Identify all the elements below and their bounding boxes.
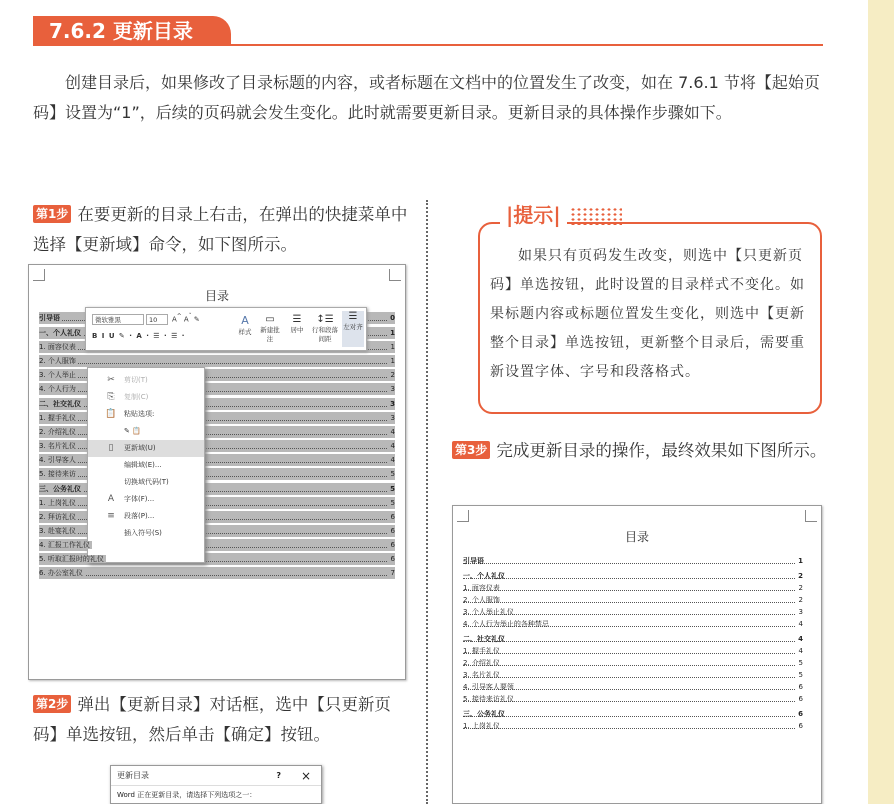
toc-heading: 目录 bbox=[624, 530, 649, 544]
toc-page-number: 1 bbox=[390, 329, 395, 337]
context-menu-item[interactable] bbox=[88, 389, 204, 406]
step-3 bbox=[452, 436, 830, 466]
menu-item-icon: ▯ bbox=[108, 443, 114, 453]
toc-entry-text: 1. 面容仪表 bbox=[463, 584, 500, 592]
menu-item-label: ✎ 📋 bbox=[124, 427, 141, 435]
step-3-text: 完成更新目录的操作，最终效果如下图所示。 bbox=[496, 441, 827, 460]
toc-page-number: 5 bbox=[798, 671, 803, 679]
new-comment-button[interactable]: ▭ 新建批注 bbox=[258, 314, 282, 343]
left-align-icon: ☰ bbox=[348, 311, 358, 322]
toc-page-number: 3 bbox=[390, 414, 395, 422]
toc-list-after bbox=[463, 552, 803, 732]
toc-page-number: 3 bbox=[390, 400, 395, 408]
toc-leader-dots bbox=[463, 677, 795, 678]
toc-page-number: 4 bbox=[798, 620, 803, 628]
toc-page-number: 2 bbox=[390, 371, 395, 379]
step-3-badge: 第3步 bbox=[452, 441, 490, 459]
toc-entry[interactable] bbox=[463, 606, 803, 618]
section-title: 7.6.2 更新目录 bbox=[33, 16, 231, 46]
tip-box bbox=[474, 200, 826, 414]
toc-page-number: 6 bbox=[390, 513, 395, 521]
toc-entry-text: 2. 介绍礼仪 bbox=[39, 428, 76, 436]
toc-page-number: 4 bbox=[390, 442, 395, 450]
context-menu-item[interactable] bbox=[88, 491, 204, 508]
toc-page-number: 6 bbox=[798, 683, 803, 691]
center-button[interactable]: ☰ 居中 bbox=[286, 314, 308, 334]
menu-item-label: 剪切(T) bbox=[124, 376, 148, 384]
toc-entry-text: 引导语 bbox=[463, 557, 484, 565]
toc-leader-dots bbox=[463, 563, 795, 564]
menu-item-label: 编辑域(E)... bbox=[124, 461, 162, 469]
styles-icon: A bbox=[241, 314, 249, 327]
update-toc-dialog bbox=[110, 765, 322, 804]
dialog-title: 更新目录 bbox=[117, 771, 149, 780]
comment-icon: ▭ bbox=[265, 314, 275, 325]
menu-item-icon: A bbox=[107, 494, 115, 504]
center-align-icon: ☰ bbox=[292, 314, 302, 325]
toc-entry[interactable] bbox=[463, 720, 803, 732]
toc-leader-dots bbox=[463, 578, 795, 579]
toc-page-number: 4 bbox=[390, 456, 395, 464]
menu-item-icon: ≡ bbox=[107, 511, 115, 521]
toc-entry[interactable] bbox=[463, 618, 803, 630]
toc-page-number: 2 bbox=[798, 596, 803, 604]
toc-page-number: 2 bbox=[798, 572, 803, 580]
toc-leader-dots bbox=[463, 728, 795, 729]
toc-entry[interactable] bbox=[463, 570, 803, 582]
font-grow-shrink-icon[interactable]: A^ $A^ˇ$ ✎ bbox=[172, 314, 200, 324]
close-button[interactable]: × bbox=[300, 769, 311, 783]
doc-screenshot-before bbox=[28, 264, 406, 680]
context-menu-item[interactable] bbox=[88, 457, 204, 474]
toc-entry-text: 4. 引导客人 bbox=[39, 456, 76, 464]
toc-entry[interactable] bbox=[463, 555, 803, 567]
dialog-titlebar bbox=[111, 766, 321, 786]
font-size-box[interactable]: 10 bbox=[146, 314, 168, 325]
menu-item-label: 复制(C) bbox=[124, 393, 149, 401]
step-1-text: 在要更新的目录上右击，在弹出的快捷菜单中选择【更新域】命令，如下图所示。 bbox=[33, 205, 408, 254]
context-menu-item[interactable] bbox=[88, 474, 204, 491]
menu-item-label: 更新域(U) bbox=[124, 444, 156, 452]
tip-dots-decoration bbox=[570, 207, 622, 225]
section-header bbox=[33, 16, 823, 46]
line-spacing-button[interactable]: ↕☰ 行和段落间距 bbox=[312, 314, 338, 343]
toc-page-number: 5 bbox=[798, 659, 803, 667]
toc-page-number: 2 bbox=[798, 584, 803, 592]
step-2-badge: 第2步 bbox=[33, 695, 71, 713]
toc-entry-text: 5. 听取汇报时的礼仪 bbox=[39, 555, 104, 563]
step-1 bbox=[33, 200, 411, 260]
toc-entry-text: 3. 赴宴礼仪 bbox=[39, 527, 76, 535]
toc-page-number: 7 bbox=[390, 569, 395, 577]
context-menu-item[interactable] bbox=[88, 440, 204, 457]
menu-item-label: 插入符号(S) bbox=[124, 529, 162, 537]
toc-entry-text: 3. 名片礼仪 bbox=[39, 442, 76, 450]
context-menu-item[interactable] bbox=[88, 525, 204, 542]
toc-entry[interactable] bbox=[463, 645, 803, 657]
toc-entry-text: 4. 引导客人要领 bbox=[463, 683, 514, 691]
mini-toolbar bbox=[85, 307, 367, 351]
page-corner-mark bbox=[389, 269, 401, 281]
toc-entry-text: 1. 握手礼仪 bbox=[463, 647, 500, 655]
toc-entry[interactable] bbox=[39, 355, 395, 367]
step-1-badge: 第1步 bbox=[33, 205, 71, 223]
toc-entry[interactable] bbox=[463, 681, 803, 693]
menu-item-label: 字体(F)... bbox=[124, 495, 155, 503]
toc-entry-text: 二、社交礼仪 bbox=[463, 635, 505, 643]
page-corner-mark bbox=[805, 510, 817, 522]
toc-entry-text: 一、个人礼仪 bbox=[463, 572, 505, 580]
toc-page-number: 1 bbox=[390, 357, 395, 365]
toc-page-number: 4 bbox=[798, 635, 803, 643]
toc-page-number: 5 bbox=[390, 499, 395, 507]
toc-entry-text: 三、公务礼仪 bbox=[39, 485, 81, 493]
toc-entry-text: 二、社交礼仪 bbox=[39, 400, 81, 408]
toc-entry-text: 1. 面容仪表 bbox=[39, 343, 76, 351]
help-button[interactable]: ? bbox=[276, 771, 281, 780]
menu-item-icon: ⎘ bbox=[107, 392, 115, 402]
toc-page-number: 3 bbox=[390, 385, 395, 393]
page-corner-mark bbox=[33, 269, 45, 281]
left-align-button[interactable]: ☰ 左对齐 bbox=[342, 311, 364, 347]
toc-entry-text: 1. 上岗礼仪 bbox=[39, 499, 76, 507]
intro-paragraph: 创建目录后，如果修改了目录标题的内容，或者标题在文档中的位置发生了改变，如在 7.6.1 节将【起始页码】设置为“1”，后续的页码就会发生变化。此时就需要更新目录。更新目录的具体操作步骤如下。 bbox=[33, 73, 820, 122]
toc-leader-dots bbox=[463, 602, 795, 603]
toc-entry-text: 4. 汇报工作礼仪 bbox=[39, 541, 90, 549]
styles-button[interactable]: A 样式 bbox=[234, 314, 256, 336]
menu-item-label: 段落(P)... bbox=[124, 512, 155, 520]
toc-leader-dots bbox=[463, 653, 795, 654]
context-menu bbox=[87, 367, 205, 563]
toc-entry[interactable] bbox=[39, 553, 395, 565]
tip-text: 如果只有页码发生改变，则选中【只更新页码】单选按钮，此时设置的目录样式不变化。如果标题内容或标题位置发生变化，则选中【更新整个目录】单选按钮，更新整个目录后，需要重新设置字体、字号和段落格式。 bbox=[490, 248, 805, 380]
toc-entry-text: 3. 个人举止礼仪 bbox=[463, 608, 514, 616]
toc-page-number: 3 bbox=[798, 608, 803, 616]
context-menu-item[interactable] bbox=[88, 508, 204, 525]
step-2 bbox=[33, 690, 411, 750]
toc-entry-text: 三、公务礼仪 bbox=[463, 710, 505, 718]
toc-page-number: 0 bbox=[390, 314, 395, 322]
page-corner-mark bbox=[457, 510, 469, 522]
toc-page-number: 1 bbox=[798, 557, 803, 565]
toc-page-number: 5 bbox=[390, 470, 395, 478]
toc-heading: 目录 bbox=[204, 289, 229, 303]
toc-leader-dots bbox=[463, 716, 795, 717]
toc-leader-dots bbox=[463, 590, 795, 591]
doc-screenshot-after bbox=[452, 505, 822, 804]
line-spacing-icon: ↕☰ bbox=[316, 314, 334, 325]
toc-page-number: 1 bbox=[390, 343, 395, 351]
toc-entry-text: 1. 上岗礼仪 bbox=[463, 722, 500, 730]
toc-page-number: 4 bbox=[390, 428, 395, 436]
toc-leader-dots bbox=[39, 363, 387, 364]
toc-entry[interactable] bbox=[463, 693, 803, 705]
toc-page-number: 6 bbox=[390, 527, 395, 535]
menu-item-label: 粘贴选项: bbox=[124, 410, 155, 418]
toc-entry-text: 一、个人礼仪 bbox=[39, 329, 81, 337]
dialog-message: Word 正在更新目录，请选择下列选项之一： bbox=[117, 791, 257, 799]
toc-entry-text: 3. 个人举止 bbox=[39, 371, 76, 379]
toc-page-number: 4 bbox=[798, 647, 803, 655]
step-2-text: 弹出【更新目录】对话框，选中【只更新页码】单选按钮，然后单击【确定】按钮。 bbox=[33, 695, 391, 744]
toc-entry-text: 2. 个人服饰 bbox=[463, 596, 500, 604]
menu-item-label: 切换域代码(T) bbox=[124, 478, 169, 486]
context-menu-item[interactable] bbox=[88, 372, 204, 389]
toc-entry-text: 2. 个人服饰 bbox=[39, 357, 76, 365]
toc-page-number: 6 bbox=[390, 555, 395, 563]
context-menu-item[interactable] bbox=[88, 423, 204, 440]
toc-entry[interactable] bbox=[463, 669, 803, 681]
toc-entry-text: 2. 介绍礼仪 bbox=[463, 659, 500, 667]
toc-entry-text: 4. 个人行为 bbox=[39, 385, 76, 393]
menu-item-icon: ✂ bbox=[107, 375, 115, 385]
toc-entry-text: 6. 办公室礼仪 bbox=[39, 569, 83, 577]
toc-entry-text: 1. 握手礼仪 bbox=[39, 414, 76, 422]
toc-entry-text: 引导语 bbox=[39, 314, 60, 322]
toc-entry-text: 4. 个人行为举止的各种禁忌 bbox=[463, 620, 549, 628]
toc-entry[interactable] bbox=[463, 582, 803, 594]
toc-entry[interactable] bbox=[463, 633, 803, 645]
page-edge-strip bbox=[868, 0, 894, 804]
toc-leader-dots bbox=[39, 575, 387, 576]
format-buttons-row[interactable]: B I U ✎ · A · ☰ · ☰ · bbox=[92, 332, 186, 340]
toc-entry[interactable] bbox=[463, 708, 803, 720]
toc-leader-dots bbox=[463, 641, 795, 642]
toc-entry-text: 2. 拜访礼仪 bbox=[39, 513, 76, 521]
toc-entry[interactable] bbox=[463, 657, 803, 669]
context-menu-item[interactable] bbox=[88, 406, 204, 423]
toc-page-number: 6 bbox=[798, 722, 803, 730]
toc-page-number: 6 bbox=[798, 695, 803, 703]
toc-page-number: 6 bbox=[798, 710, 803, 718]
toc-entry-text: 5. 接待来访 bbox=[39, 470, 76, 478]
toc-leader-dots bbox=[463, 665, 795, 666]
toc-page-number: 5 bbox=[390, 485, 395, 493]
toc-page-number: 6 bbox=[390, 541, 395, 549]
toc-entry-text: 5. 接待来访礼仪 bbox=[463, 695, 514, 703]
menu-item-icon: 📋 bbox=[105, 409, 117, 419]
toc-entry[interactable] bbox=[39, 567, 395, 579]
toc-entry[interactable] bbox=[463, 594, 803, 606]
toc-entry-text: 3. 名片礼仪 bbox=[463, 671, 500, 679]
tip-label: |提示| bbox=[500, 200, 567, 230]
font-name-box[interactable]: 微软雅黑 bbox=[92, 314, 144, 325]
column-divider bbox=[426, 200, 428, 804]
